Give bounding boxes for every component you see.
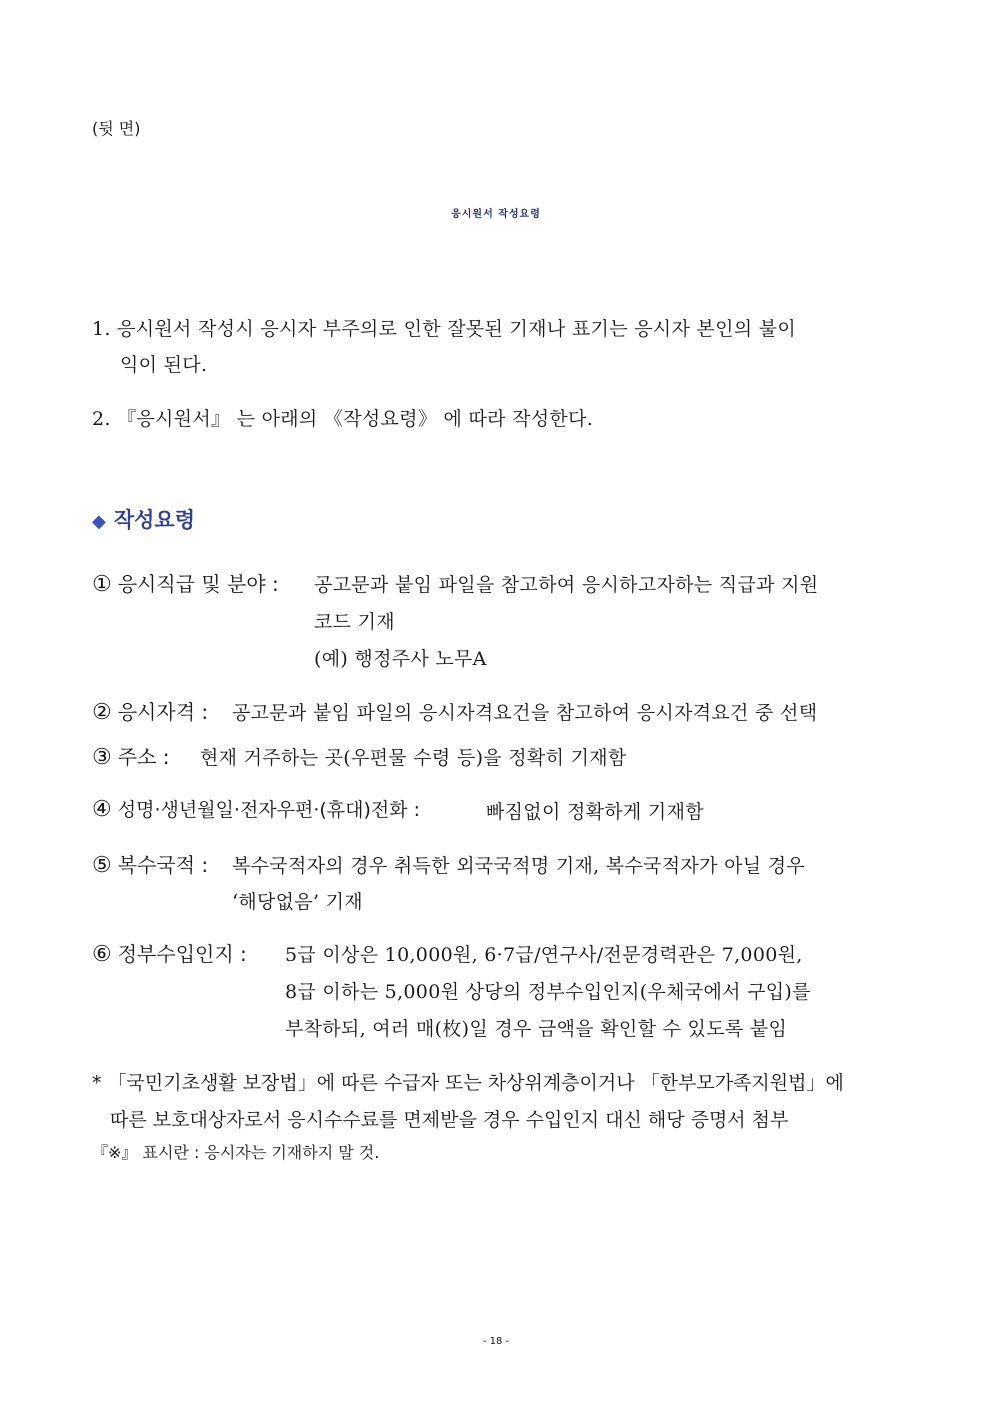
- item-number: ②: [92, 700, 112, 725]
- item-6-line-1: 5급 이상은 10,000원, 6·7급/연구사/전문경력관은 7,000원,: [285, 944, 803, 966]
- item-number: ①: [92, 572, 112, 597]
- item-5-line-2: ‘해당없음’ 기재: [232, 891, 363, 913]
- item-1-line-1: 공고문과 붙임 파일을 참고하여 응시하고자하는 직급과 지원: [314, 574, 819, 596]
- item-number: ⑤: [92, 853, 112, 878]
- requirement-item-6: [92, 938, 247, 967]
- requirement-item-1: [92, 568, 279, 597]
- section-heading: [92, 504, 195, 534]
- item-number: ③: [92, 745, 112, 770]
- page-title: 응시원서 작성요령: [451, 209, 541, 220]
- page-number: - 18 -: [482, 1336, 510, 1347]
- requirement-item-2: [92, 696, 208, 725]
- item-number: ④: [92, 797, 112, 822]
- section-heading-text: 작성요령: [113, 508, 195, 532]
- item-number: ⑥: [92, 942, 112, 967]
- intro-item-1-line-2: 익이 된다.: [120, 354, 208, 376]
- note-do-not-fill: 『※』 표시란 : 응시자는 기재하지 말 것.: [92, 1143, 380, 1162]
- item-label: 주소 :: [117, 745, 170, 769]
- requirement-item-5: [92, 849, 208, 878]
- item-label: 정부수입인지 :: [117, 942, 247, 966]
- item-3-line-1: 현재 거주하는 곳(우편물 수령 등)을 정확히 기재함: [200, 747, 627, 769]
- item-label: 복수국적 :: [117, 853, 209, 877]
- item-label: 응시자격 :: [117, 700, 209, 724]
- item-label: 응시직급 및 분야 :: [117, 572, 279, 596]
- diamond-icon: ◆: [92, 511, 106, 532]
- item-1-line-2: 코드 기재: [314, 611, 395, 633]
- intro-item-1-text: 1. 응시원서 작성시 응시자 부주의로 인한 잘못된 기재나 표기는 응시자 본인의 불이: [92, 318, 797, 340]
- note-exemption-line-2: 따른 보호대상자로서 응시수수료를 면제받을 경우 수입인지 대신 해당 증명서 첨부: [110, 1109, 789, 1131]
- requirement-item-3: [92, 741, 169, 770]
- item-6-line-3: 부착하되, 여러 매(枚)일 경우 금액을 확인할 수 있도록 붙임: [285, 1018, 788, 1040]
- back-side-label: (뒷 면): [92, 119, 141, 138]
- intro-item-1-line-1: [92, 314, 898, 341]
- item-4-line-1: 빠짐없이 정확하게 기재함: [486, 801, 704, 823]
- item-6-line-2: 8급 이하는 5,000원 상당의 정부수입인지(우체국에서 구입)를: [285, 981, 811, 1003]
- item-2-line-1: 공고문과 붙임 파일의 응시자격요건을 참고하여 응시자격요건 중 선택: [232, 702, 818, 724]
- requirement-item-4: [92, 795, 420, 822]
- note-exemption-line-1: * 「국민기초생활 보장법」에 따른 수급자 또는 차상위계층이거나 「한부모가족지원법」에: [92, 1072, 844, 1094]
- item-5-line-1: 복수국적자의 경우 취득한 외국국적명 기재, 복수국적자가 아닐 경우: [232, 855, 806, 877]
- intro-item-2: 2. 『응시원서』 는 아래의 《작성요령》 에 따라 작성한다.: [92, 408, 594, 430]
- item-label: 성명·생년월일·전자우편·(휴대)전화 :: [117, 799, 421, 821]
- item-1-example: (예) 행정주사 노무A: [314, 648, 487, 670]
